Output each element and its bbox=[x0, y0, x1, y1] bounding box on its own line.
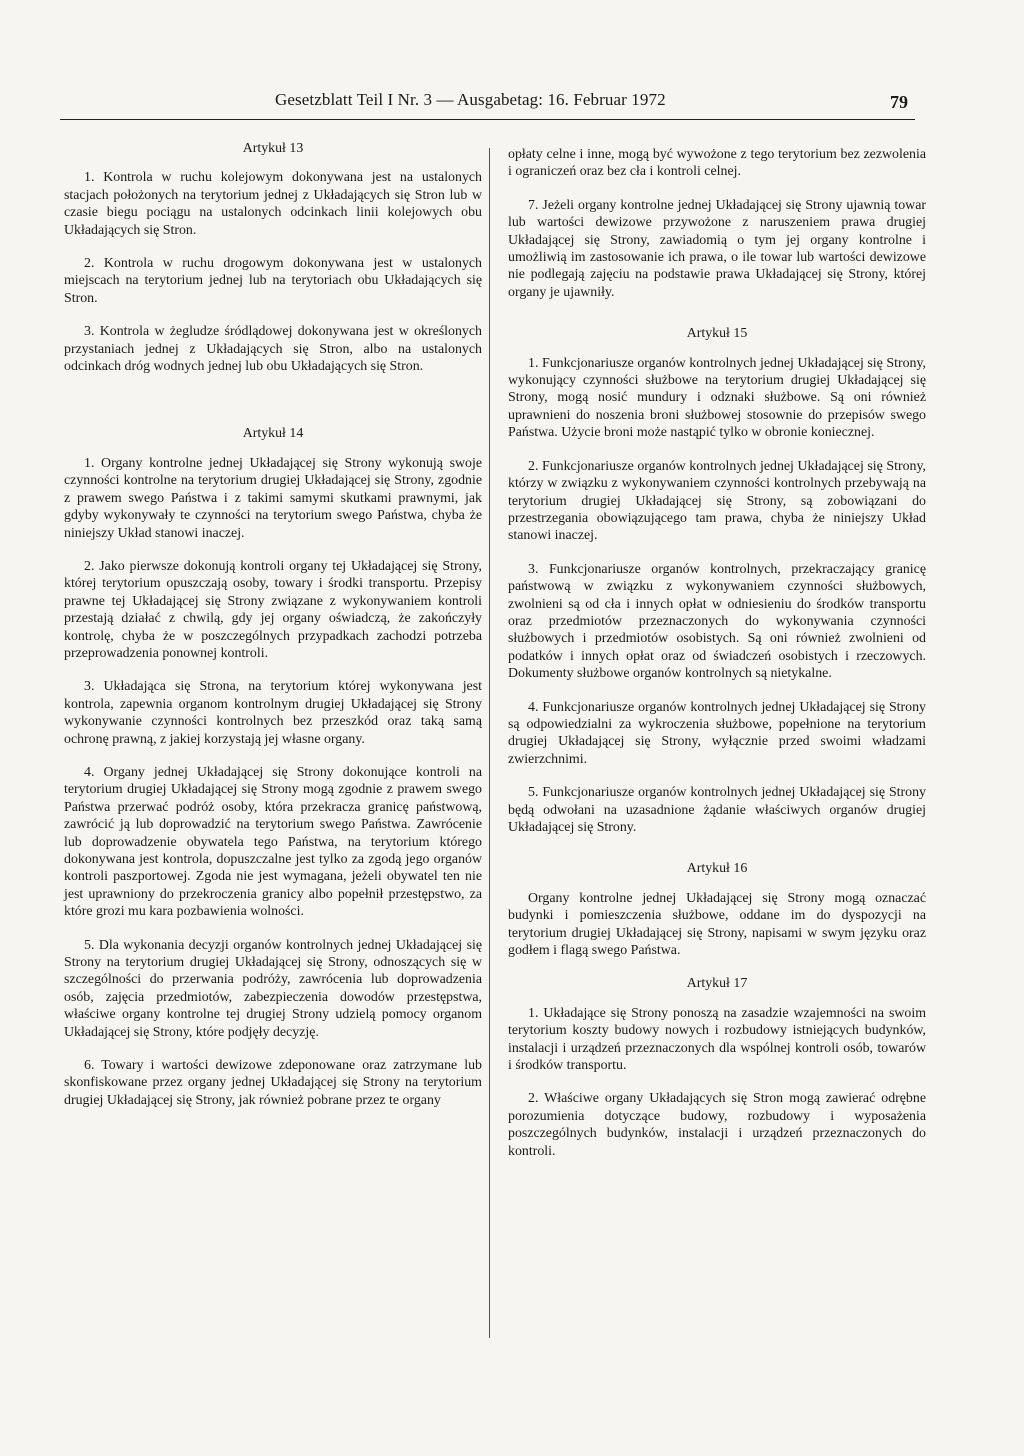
article-14-continued bbox=[508, 146, 926, 301]
article-14-paragraph-4: 4. Organy jednej Układającej się Strony dokonujące kontroli na terytorium drugiej Układającej się Strony mogą zgodnie z prawem swego Państwa przerwać podróż osoby, która przekracza granicę państwową, zawrócić ją lub doprowadzić na terytorium swego Państwa. Zawrócenie lub doprowadzenie obywatela tego Państwa, na terytorium którego dokonywana jest kontrola, dopuszczalne jest tylko za zgodą jego organów kontroli paszportowej. Zgoda nie jest wymagana, jeżeli obywatel ten nie jest uprawniony do przekroczenia granicy albo popełnił przestępstwo, za które grozi mu kara pozbawienia wolności. bbox=[64, 764, 482, 920]
column-divider bbox=[489, 148, 490, 1338]
article-13-paragraph-2: 2. Kontrola w ruchu drogowym dokonywana jest w ustalonych miejscach na terytorium jednej lub na terytoriach obu Układających się Stron. bbox=[64, 256, 482, 306]
article-15-paragraph-1: 1. Funkcjonariusze organów kontrolnych jednej Układającej się Strony, wykonujący czynności służbowe na terytorium drugiej Układającej się Strony, mogą nosić mundury i odznaki służbowe. Są oni również uprawnieni do noszenia broni służbowej stosownie do przepisów swego Państwa. Użycie broni może nastąpić tylko w obronie koniecznej. bbox=[508, 355, 926, 441]
article-14-paragraph-1: 1. Organy kontrolne jednej Układającej się Strony wykonują swoje czynności kontrolne na terytorium drugiej Układającej się Strony, zgodnie z prawem swego Państwa i z takimi samymi skutkami prawnymi, jak gdyby wykonywały te czynności na terytorium swego Państwa, chyba że niniejszy Układ stanowi inaczej. bbox=[64, 455, 482, 541]
page-number: 79 bbox=[890, 92, 908, 112]
page-header: Gesetzblatt Teil I Nr. 3 — Ausgabetag: 16. Februar 1972 bbox=[275, 90, 666, 109]
article-13-paragraph-3: 3. Kontrola w żegludze śródlądowej dokonywana jest w określonych przystaniach jednej z Układających się Stron, albo na ustalonych odcinkach dróg wodnych jednej lub obu Układających się Stron. bbox=[64, 324, 482, 375]
article-13-title: Artykuł 13 bbox=[242, 141, 304, 156]
article-15-paragraph-5: 5. Funkcjonariusze organów kontrolnych jednej Układającej się Strony będą odwołani na uzasadnione żądanie właściwych organów drugiej Układającej się Strony. bbox=[508, 785, 926, 835]
article-14-paragraph-6: 6. Towary i wartości dewizowe zdeponowane oraz zatrzymane lub skonfiskowane przez organy jednej Układającej się Strony na terytorium drugiej Układającej się Strony, jak również pobrane przez te organy bbox=[64, 1058, 482, 1108]
article-14-paragraph-3: 3. Układająca się Strona, na terytorium której wykonywana jest kontrola, zapewnia organom kontrolnym drugiej Układającej się Strony wykonywanie czynności kontrolnych bez przeszkód oraz taką samą ochronę prawną, z jakiej korzystają jej własne organy. bbox=[64, 679, 482, 747]
article-17-paragraph-2: 2. Właściwe organy Układających się Stron mogą zawierać odrębne porozumienia dotyczące budowy, rozbudowy i wyposażenia poszczególnych budynków, instalacji i urządzeń przeznaczonych do kontroli. bbox=[508, 1091, 926, 1159]
article-16-title: Artykuł 16 bbox=[686, 861, 748, 877]
article-15-title: Artykuł 15 bbox=[686, 326, 748, 342]
header-rule bbox=[60, 119, 915, 120]
article-14-paragraph-6-continued: opłaty celne i inne, mogą być wywożone z tego terytorium bez zezwolenia i ograniczeń oraz bez cła i kontroli celnej. bbox=[508, 147, 926, 180]
article-17-title: Artykuł 17 bbox=[686, 976, 748, 992]
article-16 bbox=[508, 860, 926, 959]
article-13-paragraph-1: 1. Kontrola w ruchu kolejowym dokonywana jest na ustalonych stacjach położonych na terytorium jednej z Układających się Stron lub w czasie biegu pociągu na ustalonych odcinkach linii kolejowych obu Układających się Stron. bbox=[64, 170, 482, 238]
article-16-paragraph-1: Organy kontrolne jednej Układającej się Strony mogą oznaczać budynki i pomieszczenia służbowe, oddane im do dyspozycji na terytorium drugiej Układającej się Strony, napisami w swym języku oraz godłem i flagą swego Państwa. bbox=[508, 890, 926, 959]
article-17 bbox=[508, 975, 926, 1160]
article-14-paragraph-2: 2. Jako pierwsze dokonują kontroli organy tej Układającej się Strony, której terytorium opuszczają osoby, towary i środki transportu. Przepisy prawne tej Układającej się Strony związane z wykonywaniem kontroli przestają działać z chwilą, gdy jej organy oświadczą, że zakończyły kontrolę, chyba że w poszczególnych przypadkach zachodzi potrzeba przeprowadzenia ponownej kontroli. bbox=[64, 558, 482, 661]
left-column bbox=[64, 140, 482, 1125]
article-15-paragraph-2: 2. Funkcjonariusze organów kontrolnych jednej Układającej się Strony, którzy w związku z wykonywaniem czynności kontrolnych przebywają na terytorium drugiej Układającej się Strony, są zobowiązani do przestrzegania obowiązującego tam prawa, chyba że niniejszy Układ stanowi inaczej. bbox=[508, 458, 926, 544]
article-14-title: Artykuł 14 bbox=[242, 426, 304, 442]
article-17-paragraph-1: 1. Układające się Strony ponoszą na zasadzie wzajemności na swoim terytorium koszty budowy nowych i rozbudowy istniejących budynków, instalacji i urządzeń przeznaczonych dla wspólnej kontroli osób, towarów i środków transportu. bbox=[508, 1005, 926, 1074]
article-14-paragraph-7: 7. Jeżeli organy kontrolne jednej Układającej się Strony ujawnią towar lub wartości dewizowe przywożone z naruszeniem prawa drugiej Układającej się Strony, zawiadomią o tym jej organy kontrolne i umożliwią im zastosowanie ich prawa, o ile towar lub wartości dewizowe nie podlegają zajęciu na podstawie prawa Układającej się Strony, której organy je ujawniły. bbox=[508, 197, 926, 300]
article-15 bbox=[508, 325, 926, 836]
article-15-paragraph-3: 3. Funkcjonariusze organów kontrolnych, przekraczający granicę państwową w związku z wykonywaniem czynności służbowych, zwolnieni są od cła i innych opłat w odniesieniu do środków transportu oraz przedmiotów przeznaczonych do wykonywania czynności służbowych i przedmiotów osobistych. Są oni również zwolnieni od podatków i innych opłat oraz od świadczeń osobistych i rzeczowych. Dokumenty służbowe organów kontrolnych są nietykalne. bbox=[508, 561, 926, 682]
article-14-paragraph-5: 5. Dla wykonania decyzji organów kontrolnych jednej Układającej się Strony na terytorium drugiej Układającej się Strony, odnoszących się w szczególności do przerwania podróży, zawrócenia lub doprowadzenia osób, zajęcia przedmiotów, zabezpieczenia dowodów przestępstwa, właściwe organy kontrolne tej drugiej Strony udzielą pomocy organom Układającej się Strony, które podjęły decyzję. bbox=[64, 937, 482, 1040]
article-15-paragraph-4: 4. Funkcjonariusze organów kontrolnych jednej Układającej się Strony są odpowiedzialni za wykroczenia służbowe, popełnione na terytorium drugiej Układającej się Strony, wyłącznie przed swoimi władzami zwierzchnimi. bbox=[508, 699, 926, 767]
right-column bbox=[508, 146, 926, 1176]
article-13 bbox=[64, 140, 482, 375]
article-14 bbox=[64, 425, 482, 1109]
